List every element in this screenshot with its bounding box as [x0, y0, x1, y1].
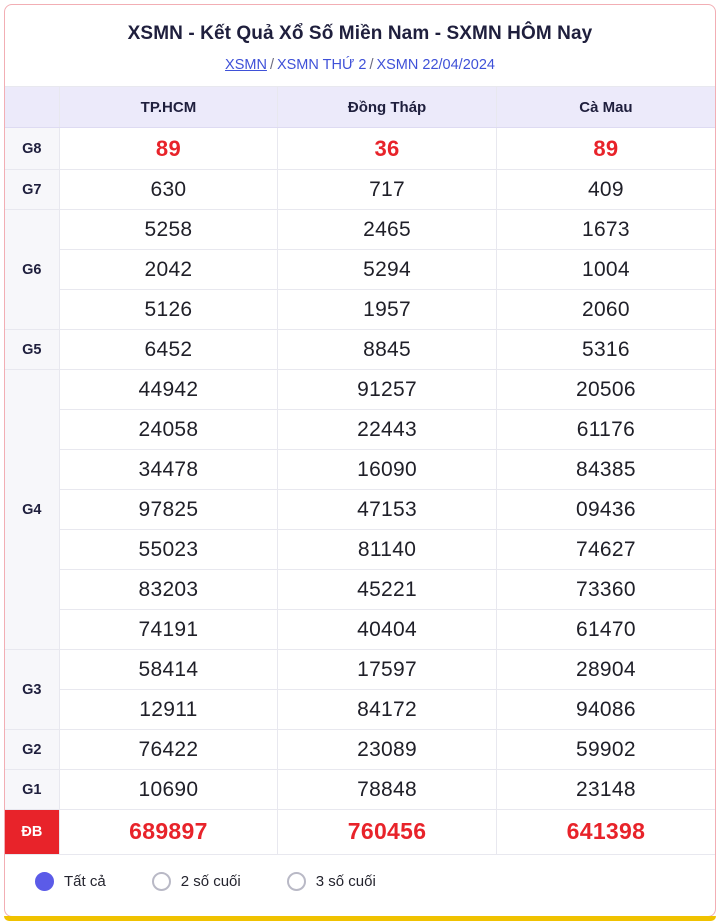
- result-number: 81140: [278, 530, 497, 570]
- result-number: 89: [59, 128, 278, 170]
- result-number: 24058: [59, 410, 278, 450]
- result-number-special: 641398: [496, 810, 715, 854]
- table-row: [5, 570, 715, 610]
- prize-label: G2: [5, 730, 59, 770]
- result-number: 44942: [59, 370, 278, 410]
- result-number: 20506: [496, 370, 715, 410]
- table-header: [5, 87, 715, 128]
- result-number: 59902: [496, 730, 715, 770]
- prize-label: G6: [5, 210, 59, 330]
- result-number: 58414: [59, 650, 278, 690]
- result-number: 36: [278, 128, 497, 170]
- prize-label: G8: [5, 128, 59, 170]
- result-number: 630: [59, 170, 278, 210]
- column-header-prize: [5, 87, 59, 128]
- results-table: [5, 86, 715, 854]
- result-number: 22443: [278, 410, 497, 450]
- result-number: 45221: [278, 570, 497, 610]
- lottery-result-card: [4, 4, 716, 917]
- table-row: [5, 730, 715, 770]
- result-number: 1673: [496, 210, 715, 250]
- result-number: 74627: [496, 530, 715, 570]
- filter-label: Tất cả: [64, 872, 106, 890]
- result-number: 74191: [59, 610, 278, 650]
- table-row: [5, 330, 715, 370]
- result-number: 55023: [59, 530, 278, 570]
- result-number: 5294: [278, 250, 497, 290]
- table-row: [5, 530, 715, 570]
- result-number: 78848: [278, 770, 497, 810]
- result-number-special: 689897: [59, 810, 278, 854]
- table-row: [5, 250, 715, 290]
- table-row: [5, 810, 715, 854]
- result-number: 83203: [59, 570, 278, 610]
- table-row: [5, 610, 715, 650]
- table-row: [5, 290, 715, 330]
- result-number-special: 760456: [278, 810, 497, 854]
- filter-option-all[interactable]: [35, 872, 106, 891]
- breadcrumb: [5, 45, 715, 86]
- result-number: 8845: [278, 330, 497, 370]
- result-number: 28904: [496, 650, 715, 690]
- prize-label-special: ĐB: [5, 810, 59, 854]
- result-number: 73360: [496, 570, 715, 610]
- prize-label: G3: [5, 650, 59, 730]
- table-row: [5, 450, 715, 490]
- result-number: 94086: [496, 690, 715, 730]
- result-number: 40404: [278, 610, 497, 650]
- result-number: 76422: [59, 730, 278, 770]
- radio-unselected-icon[interactable]: [152, 872, 171, 891]
- breadcrumb-separator-2: /: [369, 57, 374, 73]
- result-number: 84172: [278, 690, 497, 730]
- breadcrumb-item-2[interactable]: XSMN THỨ 2: [276, 57, 367, 73]
- radio-selected-icon[interactable]: [35, 872, 54, 891]
- result-number: 09436: [496, 490, 715, 530]
- table-row: [5, 650, 715, 690]
- result-number: 1957: [278, 290, 497, 330]
- prize-label: G1: [5, 770, 59, 810]
- result-number: 17597: [278, 650, 497, 690]
- bottom-accent-bar: [4, 916, 716, 921]
- result-number: 23089: [278, 730, 497, 770]
- filter-label: 2 số cuối: [180, 872, 241, 890]
- result-number: 2060: [496, 290, 715, 330]
- result-number: 717: [278, 170, 497, 210]
- page-title: XSMN - Kết Quả Xổ Số Miền Nam - SXMN HÔM Nay: [127, 23, 593, 44]
- breadcrumb-item-1[interactable]: XSMN: [225, 57, 267, 73]
- result-number: 12911: [59, 690, 278, 730]
- filter-option-last-3[interactable]: [287, 872, 376, 891]
- table-row: [5, 170, 715, 210]
- table-row: [5, 210, 715, 250]
- prize-label: G5: [5, 330, 59, 370]
- result-number: 6452: [59, 330, 278, 370]
- result-number: 84385: [496, 450, 715, 490]
- table-row: [5, 128, 715, 170]
- result-number: 16090: [278, 450, 497, 490]
- table-row: [5, 770, 715, 810]
- table-body: [5, 128, 715, 854]
- result-number: 97825: [59, 490, 278, 530]
- result-number: 1004: [496, 250, 715, 290]
- column-header-province-2: Cà Mau: [496, 87, 715, 128]
- result-number: 47153: [278, 490, 497, 530]
- filter-option-last-2[interactable]: [152, 872, 241, 891]
- breadcrumb-separator-1: /: [269, 57, 274, 73]
- filter-label: 3 số cuối: [315, 872, 376, 890]
- prize-label: G4: [5, 370, 59, 650]
- radio-unselected-icon[interactable]: [287, 872, 306, 891]
- table-row: [5, 410, 715, 450]
- table-row: [5, 690, 715, 730]
- result-number: 61470: [496, 610, 715, 650]
- result-number: 5316: [496, 330, 715, 370]
- result-number: 2042: [59, 250, 278, 290]
- table-row: [5, 490, 715, 530]
- column-header-province-0: TP.HCM: [59, 87, 278, 128]
- filter-group: [5, 854, 715, 909]
- result-number: 5126: [59, 290, 278, 330]
- table-header-row: [5, 87, 715, 128]
- table-row: [5, 370, 715, 410]
- result-number: 409: [496, 170, 715, 210]
- result-number: 91257: [278, 370, 497, 410]
- result-number: 89: [496, 128, 715, 170]
- column-header-province-1: Đồng Tháp: [278, 87, 497, 128]
- result-number: 23148: [496, 770, 715, 810]
- result-number: 5258: [59, 210, 278, 250]
- result-number: 34478: [59, 450, 278, 490]
- breadcrumb-item-3[interactable]: XSMN 22/04/2024: [376, 57, 495, 73]
- result-number: 61176: [496, 410, 715, 450]
- result-number: 10690: [59, 770, 278, 810]
- prize-label: G7: [5, 170, 59, 210]
- result-number: 2465: [278, 210, 497, 250]
